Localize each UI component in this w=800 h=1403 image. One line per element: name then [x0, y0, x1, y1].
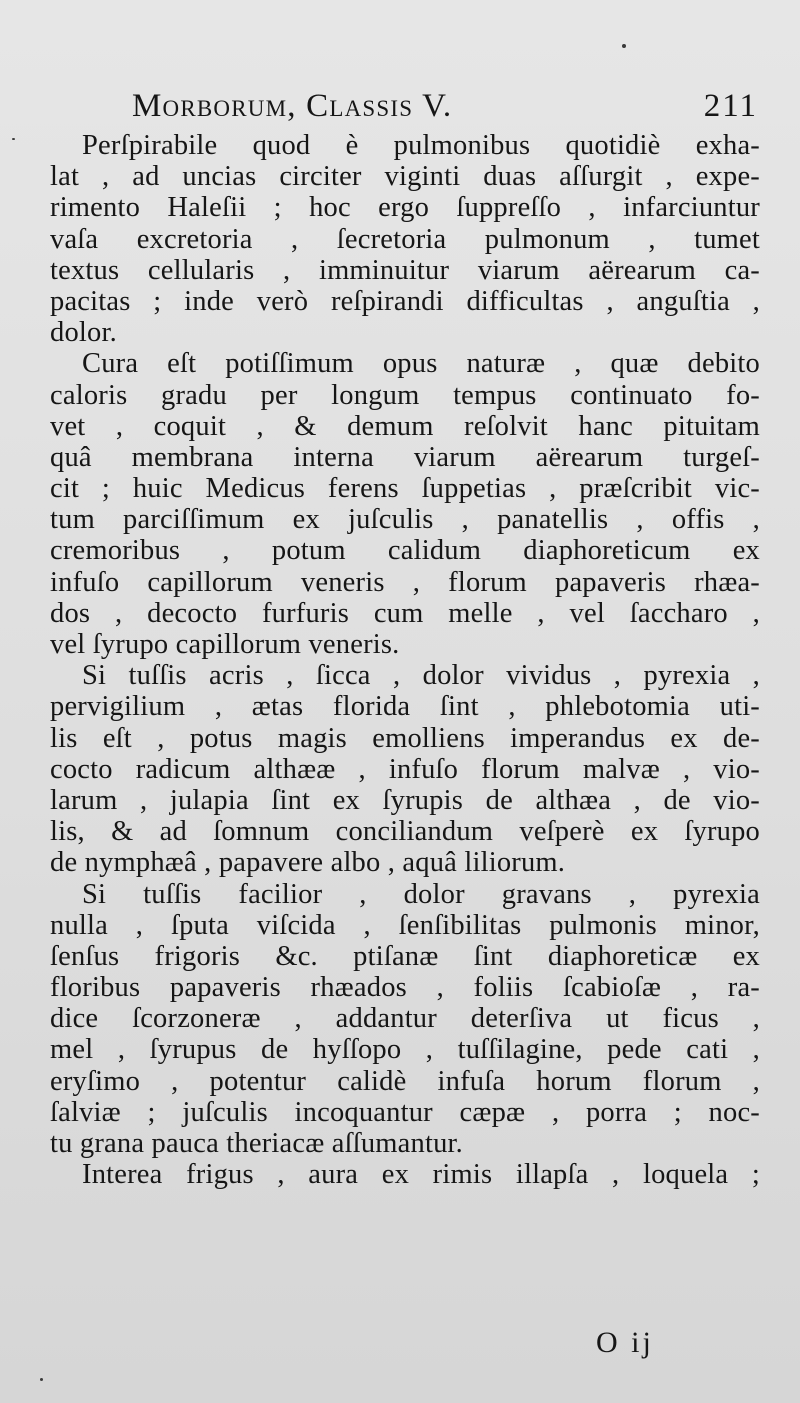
text-line: tu grana pauca theriacæ aſſumantur.: [50, 1128, 463, 1159]
text-line: de nymphæâ , papavere albo , aquâ liliorum.: [50, 847, 566, 879]
text-line: lis, & ad ſomnum conciliandum veſperè ex ſyrupo: [50, 816, 760, 848]
text-line: Interea frigus , aura ex rimis illapſa , loquela ;: [82, 1159, 760, 1191]
text-line: lat , ad uncias circiter viginti duas aſſurgit , expe-: [50, 161, 760, 193]
signature-mark: O ij: [596, 1326, 654, 1359]
text-line: caloris gradu per longum tempus continuato fo-: [50, 379, 760, 411]
text-line: vaſa excretoria , ſecretoria pulmonum , tumet: [50, 223, 760, 255]
text-line: Si tuſſis acris , ſicca , dolor vividus , pyrexia ,: [82, 660, 760, 692]
text-line: textus cellularis , imminuitur viarum aërearum ca-: [50, 254, 760, 286]
text-line: pervigilium , ætas florida ſint , phlebotomia uti-: [50, 691, 760, 723]
text-line: Si tuſſis facilior , dolor gravans , pyrexia: [82, 878, 760, 910]
text-line: floribus papaveris rhæados , foliis ſcabioſæ , ra-: [50, 972, 760, 1004]
running-title: Morborum, Classis V.: [132, 88, 453, 124]
text-line: vel ſyrupo capillorum veneris.: [50, 629, 400, 660]
text-line: cremoribus , potum calidum diaphoreticum ex: [50, 535, 760, 567]
ink-speck: [40, 1378, 43, 1381]
body-text: [50, 130, 760, 1190]
text-line: Perſpirabile quod è pulmonibus quotidiè exha-: [82, 130, 760, 161]
text-line: cit ; huic Medicus ferens ſuppetias , præſcribit vic-: [50, 473, 760, 505]
text-line: nulla , ſputa viſcida , ſenſibilitas pulmonis minor,: [50, 909, 760, 941]
text-line: mel , ſyrupus de hyſſopo , tuſſilagine, pede cati ,: [50, 1034, 760, 1066]
running-header: [132, 84, 764, 128]
text-line: ſenſus frigoris &c. ptiſanæ ſint diaphoreticæ ex: [50, 940, 760, 972]
ink-speck: [12, 138, 15, 140]
page-number: 211: [703, 88, 758, 124]
text-line: dolor.: [50, 317, 117, 349]
text-line: ſalviæ ; juſculis incoquantur cæpæ , porra ; noc-: [50, 1096, 760, 1128]
text-line: dos , decocto furfuris cum melle , vel ſaccharo ,: [50, 597, 760, 629]
text-line: pacitas ; inde verò reſpirandi difficultas , anguſtia ,: [50, 285, 760, 317]
text-line: cocto radicum althææ , infuſo florum malvæ , vio-: [50, 753, 760, 785]
text-line: lis eſt , potus magis emolliens imperandus ex de-: [50, 722, 760, 754]
text-line: vet , coquit , & demum reſolvit hanc pituitam: [50, 410, 760, 442]
text-line: rimento Haleſii ; hoc ergo ſuppreſſo , infarciuntur: [50, 192, 760, 224]
text-line: tum parciſſimum ex juſculis , panatellis , offis ,: [50, 504, 760, 536]
text-line: dice ſcorzoneræ , addantur deterſiva ut ficus ,: [50, 1003, 760, 1035]
text-line: quâ membrana interna viarum aërearum turgeſ-: [50, 441, 760, 473]
ink-speck: [622, 44, 626, 48]
text-line: larum , julapia ſint ex ſyrupis de althæa , de vio-: [50, 784, 760, 816]
text-line: eryſimo , potentur calidè infuſa horum florum ,: [50, 1065, 760, 1097]
text-line: Cura eſt potiſſimum opus naturæ , quæ debito: [82, 348, 760, 380]
text-line: infuſo capillorum veneris , florum papaveris rhæa-: [50, 566, 760, 598]
